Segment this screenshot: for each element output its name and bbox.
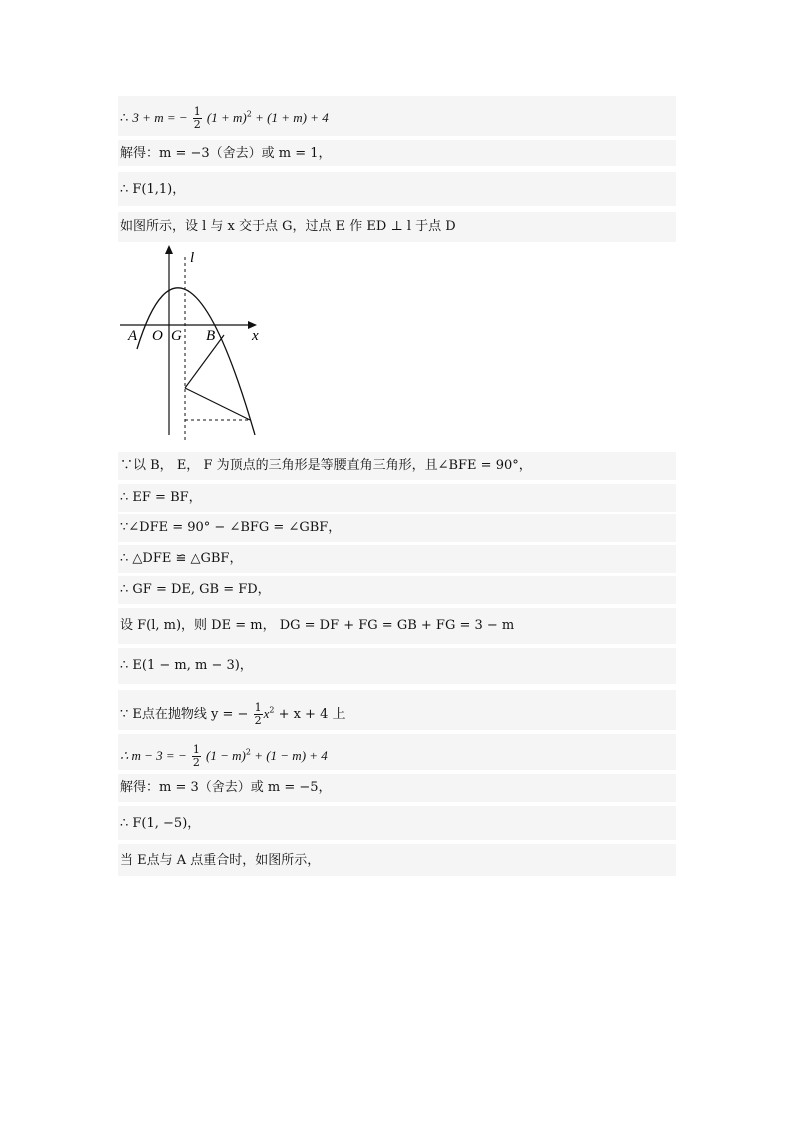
equation-rest: + (1 − m) + 4 (250, 748, 328, 763)
solution-line-1: 解得：m = −3（舍去）或 m = 1， (120, 146, 332, 161)
point-f-line-2: ∴ F(1, −5)， (120, 816, 201, 831)
angle-relation: ∵∠DFE = 90° − ∠BFG = ∠GBF， (120, 520, 342, 535)
fraction-denominator: 2 (193, 118, 201, 131)
equation-line-2 (120, 744, 328, 769)
fraction-denominator: 2 (254, 714, 262, 727)
isosceles-statement: ∵以 B， E， F 为顶点的三角形是等腰直角三角形，且∠BFE = 90°， (120, 458, 532, 473)
ef-equals-bf: ∴ EF = BF， (120, 490, 202, 505)
point-f-line-1: ∴ F(1,1)， (120, 182, 186, 197)
segment-fe (185, 388, 250, 420)
label-g: G (171, 328, 182, 344)
y-axis-arrow (165, 245, 173, 254)
label-b: B (206, 328, 216, 344)
label-l: l (190, 250, 195, 266)
equation-line-1 (120, 106, 329, 131)
solution-line-2: 解得：m = 3（舍去）或 m = −5， (120, 780, 332, 795)
exponent: 2 (269, 705, 275, 715)
label-o: O (152, 328, 163, 344)
equation-lhs: 3 + m = − (132, 110, 188, 125)
congruence: ∴ △DFE ≌ △GBF， (120, 551, 243, 566)
text-band (118, 806, 676, 840)
construction-line: 如图所示，设 l 与 x 交于点 G，过点 E 作 ED ⊥ l 于点 D (120, 219, 456, 234)
segment-fb (185, 335, 224, 388)
fraction-numerator: 1 (254, 701, 262, 714)
fraction-numerator: 1 (192, 743, 200, 756)
parabola-figure (118, 245, 278, 445)
set-point-f: 设 F(l, m)，则 DE = m， DG = DF + FG = GB + FG = 3 − m (120, 618, 515, 633)
exponent: 2 (246, 109, 252, 119)
condition-suffix: + x + 4 上 (274, 707, 346, 722)
case-e-equals-a: 当 E点与 A 点重合时，如图所示， (120, 853, 321, 868)
equation-rest: + (1 + m) + 4 (251, 110, 329, 125)
label-a: A (128, 328, 138, 344)
text-band (118, 484, 676, 512)
parabola-condition (120, 702, 346, 727)
fraction (193, 106, 202, 131)
parabola-curve (137, 288, 255, 435)
equation-lhs: ∴ m − 3 = − (120, 748, 187, 763)
fraction-numerator: 1 (193, 105, 201, 118)
therefore-symbol: ∴ (120, 111, 129, 126)
fraction-denominator: 2 (192, 756, 200, 769)
fraction (192, 744, 201, 769)
condition-prefix: ∵ E点在抛物线 y = − (120, 707, 249, 722)
equation-term: x (263, 706, 270, 721)
label-x: x (252, 328, 259, 344)
equation-term: (1 + m) (206, 110, 247, 125)
equation-term: (1 − m) (206, 748, 246, 763)
point-e: ∴ E(1 − m, m − 3)， (120, 658, 253, 673)
exponent: 2 (245, 747, 251, 757)
segment-equalities: ∴ GF = DE, GB = FD， (120, 582, 271, 597)
text-band (118, 172, 676, 206)
fraction (254, 702, 263, 727)
